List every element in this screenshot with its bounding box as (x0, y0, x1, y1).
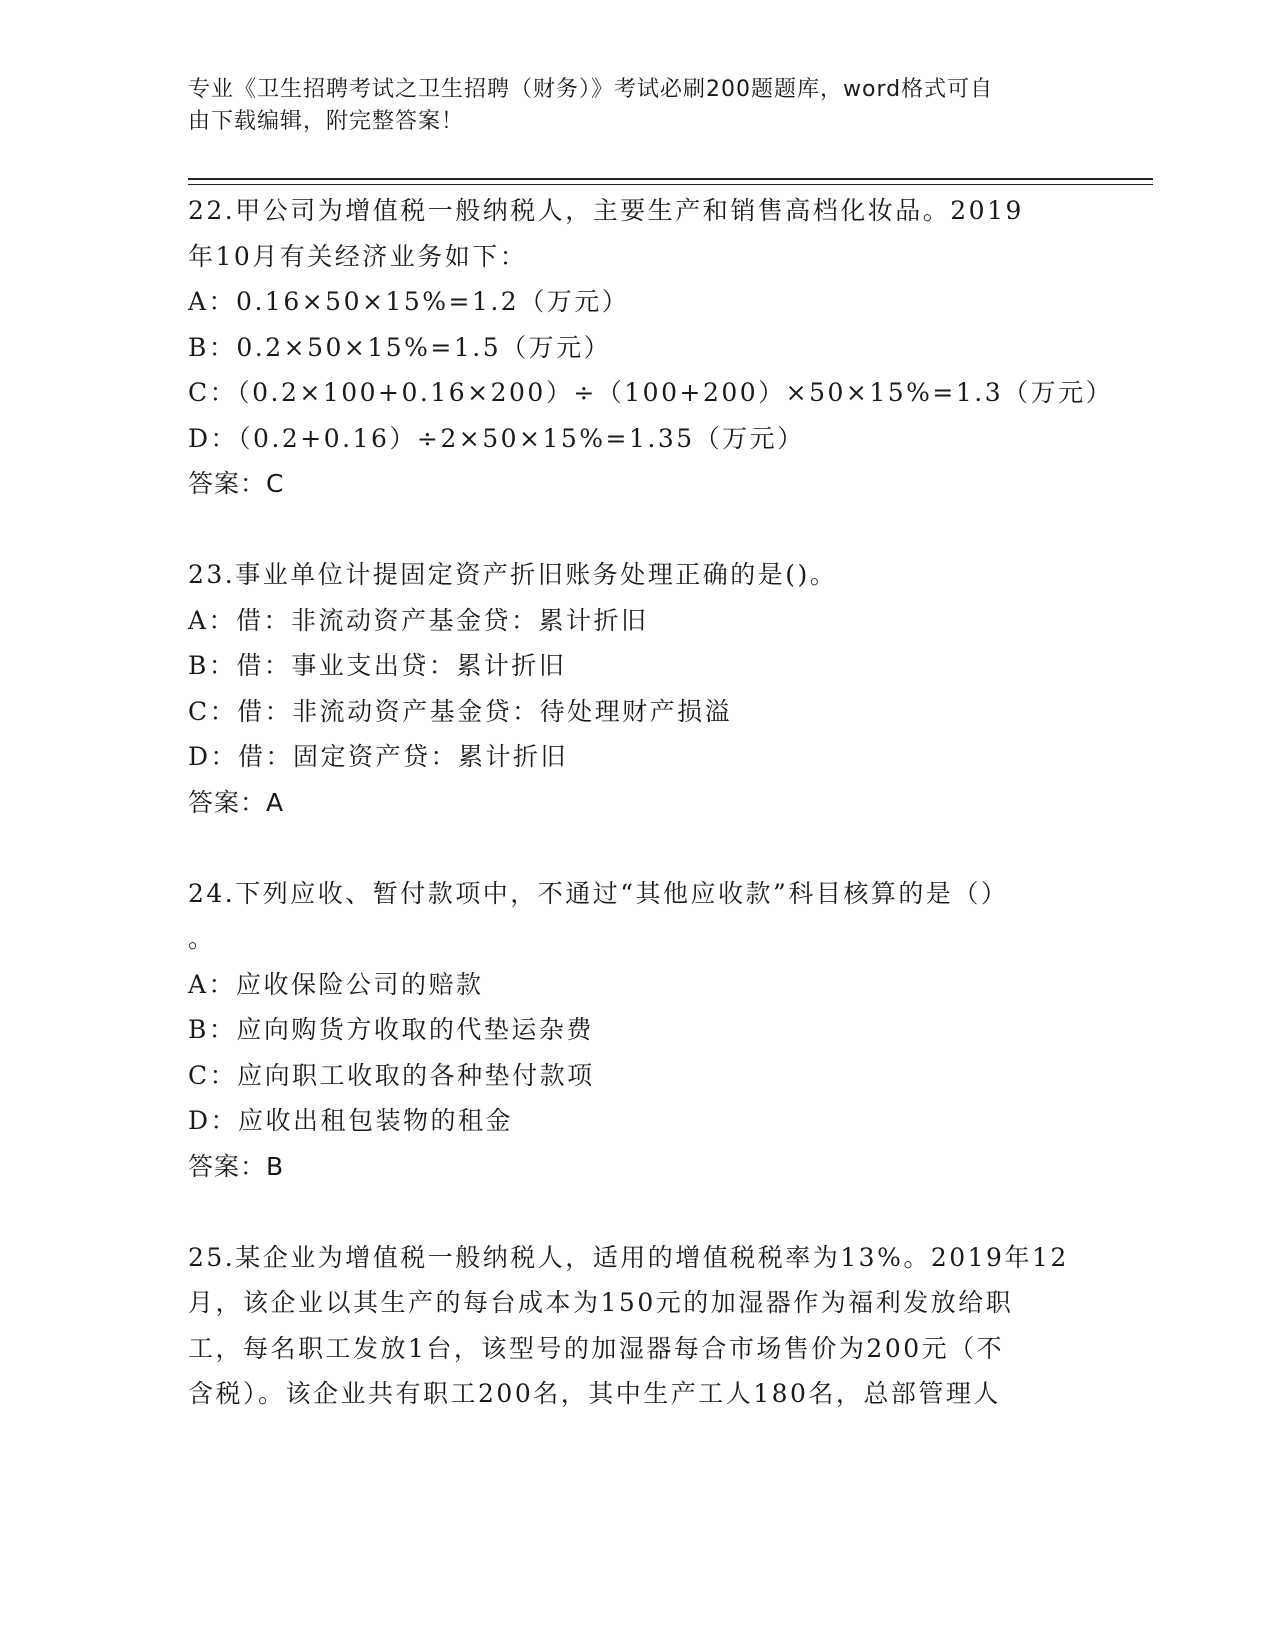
question-22 (188, 188, 1114, 507)
option-a: A：借：非流动资产基金贷：累计折旧 (188, 605, 649, 635)
option-d: D：应收出租包装物的租金 (188, 1106, 514, 1135)
spacer (188, 825, 1088, 871)
question-stem-line: 月，该企业以其生产的每台成本为150元的加湿器作为福利发放给职 (188, 1288, 1014, 1317)
option-c: C：应向职工收取的各种垫付款项 (188, 1060, 595, 1090)
option-b: B：应向购货方收取的代垫运杂费 (188, 1015, 594, 1044)
question-stem-line: 年10月有关经济业务如下： (188, 241, 528, 271)
option-a: A：应收保险公司的赔款 (188, 969, 484, 999)
option-c: C：（0.2×100+0.16×200）÷（100+200）×50×15%=1.3（万元） (188, 378, 1114, 407)
question-stem-line: 24.下列应收、暂付款项中，不通过“其他应收款”科目核算的是（） (188, 878, 1009, 908)
spacer (188, 1189, 1088, 1235)
question-stem-line: 含税）。该企业共有职工200名，其中生产工人180名，总部管理人 (188, 1379, 1001, 1408)
question-25 (188, 1235, 1088, 1417)
option-b: B：0.2×50×15%=1.5（万元） (188, 332, 612, 362)
header-line-2: 由下载编辑，附完整答案！ (188, 109, 465, 134)
answer-line: 答案：A (188, 787, 285, 817)
document-header (188, 74, 1068, 138)
option-d: D：（0.2+0.16）÷2×50×15%=1.35（万元） (188, 423, 805, 453)
question-23 (188, 552, 1088, 825)
question-stem-line: 22.甲公司为增值税一般纳税人，主要生产和销售高档化妆品。2019 (188, 196, 1024, 225)
option-a: A：0.16×50×15%=1.2（万元） (188, 287, 630, 316)
question-stem-line: 。 (188, 924, 216, 953)
option-b: B：借：事业支出贷：累计折旧 (188, 651, 567, 680)
header-line-1: 专业《卫生招聘考试之卫生招聘（财务）》考试必刷200题题库，word格式可自 (188, 77, 994, 102)
question-stem-line: 25.某企业为增值税一般纳税人，适用的增值税税率为13%。2019年12 (188, 1242, 1069, 1272)
option-c: C：借：非流动资产基金贷：待处理财产损溢 (188, 696, 733, 726)
option-d: D：借：固定资产贷：累计折旧 (188, 742, 569, 771)
question-list (188, 188, 1114, 1417)
spacer (188, 507, 1088, 553)
header-divider-thick (188, 178, 1153, 180)
question-24 (188, 871, 1088, 1190)
answer-line: 答案：B (188, 1151, 285, 1181)
answer-line: 答案：C (188, 469, 285, 498)
question-stem-line: 23.事业单位计提固定资产折旧账务处理正确的是()。 (188, 560, 838, 589)
question-stem-line: 工，每名职工发放1台，该型号的加湿器每合市场售价为200元（不 (188, 1333, 1005, 1363)
header-divider-thin (188, 184, 1153, 185)
